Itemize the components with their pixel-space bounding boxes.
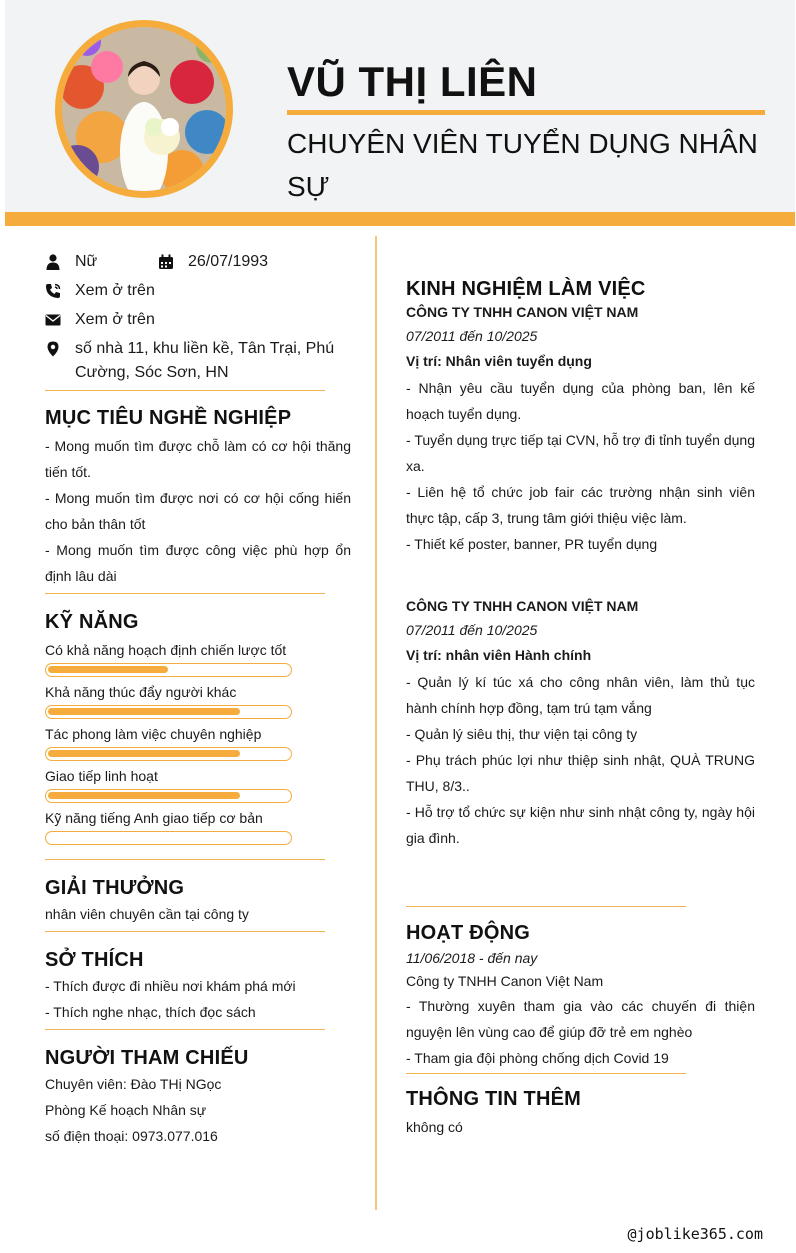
skill-label: Có khả năng hoạch định chiến lược tốt (45, 642, 287, 658)
hobbies-title: SỞ THÍCH (45, 949, 144, 971)
activity-item: - Tham gia đội phòng chống dịch Covid 19 (406, 1050, 669, 1066)
reference-item: Phòng Kế hoạch Nhân sự (45, 1102, 207, 1118)
skill-label: Khả năng thúc đẩy người khác (45, 684, 237, 700)
gender-value: Nữ (75, 253, 98, 270)
reference-item: Chuyên viên: Đào THị NGọc (45, 1076, 222, 1092)
section-rule (406, 906, 686, 907)
skill-bar (45, 663, 292, 677)
avatar (55, 20, 233, 198)
activity-dates: 11/06/2018 - đến nay (406, 950, 538, 966)
section-rule (45, 1029, 325, 1030)
right-column (406, 276, 755, 1140)
job-duty: - Nhận yêu cầu tuyển dụng của phòng ban, lên kế hoạch tuyển dụng. (406, 380, 755, 422)
skills-title: KỸ NĂNG (45, 611, 139, 633)
awards-text: nhân viên chuyên cần tại công ty (45, 906, 249, 922)
skill-bar-fill (48, 792, 240, 799)
references-title: NGƯỜI THAM CHIẾU (45, 1047, 249, 1069)
job-entry (406, 596, 755, 851)
job-duty: - Quản lý siêu thị, thư viện tại công ty (406, 726, 638, 742)
section-rule (45, 859, 325, 860)
skill-bar-fill (48, 666, 168, 673)
person-icon (45, 250, 75, 274)
job-duty: - Liên hệ tổ chức job fair các trường nhận sinh viên thực tập, cấp 3, trung tâm giới thiệu việc làm. (406, 484, 755, 526)
section-rule (45, 593, 325, 594)
job-duty: - Tuyển dụng trực tiếp tại CVN, hỗ trợ đi tỉnh tuyển dụng xa. (406, 432, 755, 474)
reference-item: số điện thoại: 0973.077.016 (45, 1128, 218, 1144)
profile-photo (62, 27, 226, 191)
address-value: số nhà 11, khu liền kề, Tân Trại, Phú Cường, Sóc Sơn, HN (75, 340, 335, 381)
phone-value: Xem ở trên (75, 282, 155, 299)
skill-bar-fill (48, 708, 240, 715)
objective-item: - Mong muốn tìm được chỗ làm có cơ hội thăng tiến tốt. (45, 438, 351, 480)
hobby-item: - Thích nghe nhạc, thích đọc sách (45, 1004, 256, 1020)
skill-bar (45, 831, 292, 845)
watermark: @joblike365.com (627, 1225, 763, 1243)
hobby-item: - Thích được đi nhiều nơi khám phá mới (45, 978, 296, 994)
objective-title: MỤC TIÊU NGHỀ NGHIỆP (45, 407, 292, 429)
section-rule (45, 931, 325, 932)
email-value: Xem ở trên (75, 311, 155, 328)
job-duty: - Thiết kế poster, banner, PR tuyển dụng (406, 536, 658, 552)
envelope-icon (45, 308, 75, 332)
skill-label: Kỹ năng tiếng Anh giao tiếp cơ bản (45, 810, 263, 826)
skills-list (45, 641, 351, 845)
email-row (45, 308, 351, 332)
job-dates: 07/2011 đến 10/2025 (406, 328, 538, 344)
objective-item: - Mong muốn tìm được công việc phù hợp ổn định lâu dài (45, 542, 351, 584)
name-underline (287, 110, 765, 115)
section-rule (45, 390, 325, 391)
activity-org: Công ty TNHH Canon Việt Nam (406, 973, 604, 989)
skill-label: Giao tiếp linh hoạt (45, 768, 158, 784)
job-duty: - Quản lý kí túc xá cho công nhân viên, làm thủ tục hành chính hợp đồng, tạm trú tạm vắng (406, 674, 755, 716)
awards-title: GIẢI THƯỞNG (45, 877, 185, 899)
job-company: CÔNG TY TNHH CANON VIỆT NAM (406, 304, 639, 320)
header-accent-bar (5, 212, 795, 226)
phone-icon (45, 279, 75, 303)
job-duty: - Hỗ trợ tổ chức sự kiện như sinh nhật công ty, ngày hội gia đình. (406, 804, 755, 846)
phone-row (45, 279, 351, 303)
skill-label: Tác phong làm việc chuyên nghiệp (45, 726, 262, 742)
experience-title: KINH NGHIỆM LÀM VIỆC (406, 278, 646, 300)
skill-bar (45, 789, 292, 803)
job-position: Vị trí: nhân viên Hành chính (406, 647, 592, 663)
job-title: CHUYÊN VIÊN TUYỂN DỤNG NHÂN SỰ (287, 128, 758, 202)
location-pin-icon (45, 337, 75, 361)
gender-birthdate-row (45, 250, 351, 274)
skill-bar-fill (48, 750, 240, 757)
job-position: Vị trí: Nhân viên tuyển dụng (406, 353, 592, 369)
job-dates: 07/2011 đến 10/2025 (406, 622, 538, 638)
job-company: CÔNG TY TNHH CANON VIỆT NAM (406, 598, 639, 614)
job-entry (406, 302, 755, 557)
left-column (45, 250, 351, 1149)
column-divider (375, 236, 377, 1210)
activity-item: - Thường xuyên tham gia vào các chuyến đi thiện nguyện lên vùng cao để giúp đỡ trẻ em nghèo (406, 998, 755, 1040)
calendar-icon (158, 250, 188, 274)
section-rule (406, 1073, 686, 1074)
extra-text: không có (406, 1119, 463, 1135)
candidate-name: VŨ THỊ LIÊN (287, 58, 538, 105)
skill-bar (45, 747, 292, 761)
address-row (45, 337, 351, 385)
skill-bar (45, 705, 292, 719)
job-duty: - Phụ trách phúc lợi như thiệp sinh nhật, QUÀ TRUNG THU, 8/3.. (406, 752, 755, 794)
objective-item: - Mong muốn tìm được nơi có cơ hội cống hiến cho bản thân tốt (45, 490, 351, 532)
birthdate-value: 26/07/1993 (188, 253, 269, 270)
activities-title: HOẠT ĐỘNG (406, 922, 531, 944)
extra-title: THÔNG TIN THÊM (406, 1088, 582, 1110)
